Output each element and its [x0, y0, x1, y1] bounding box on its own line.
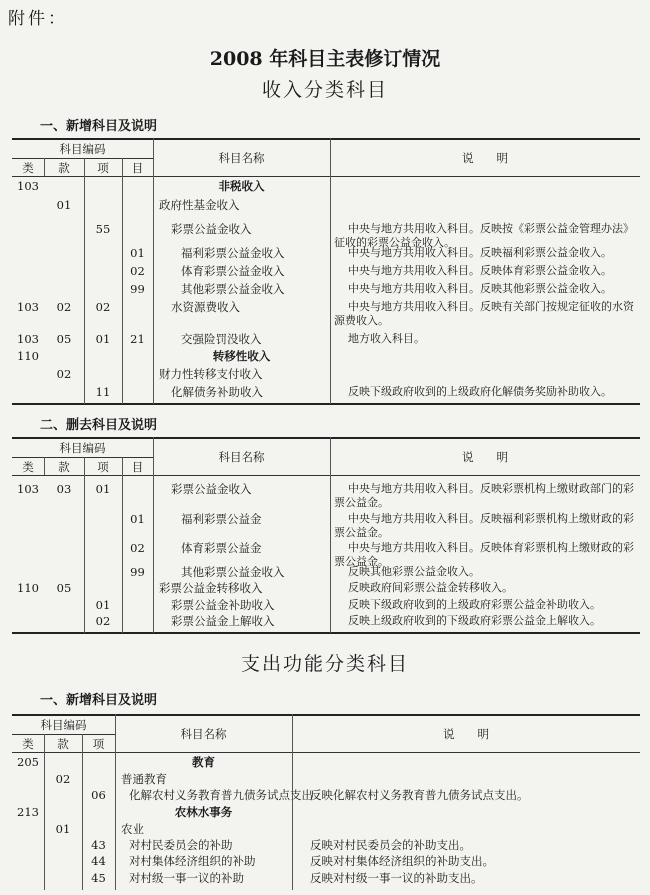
- subject-description: 反映对村民委员会的补助支出。: [310, 838, 471, 852]
- subject-name: 对村集体经济组织的补助: [129, 854, 256, 868]
- subject-name: 体育彩票公益金: [181, 541, 262, 555]
- subject-name: 水资源费收入: [171, 300, 240, 314]
- subject-name: 彩票公益金收入: [171, 222, 252, 236]
- cell-xiang: 55: [95, 222, 111, 236]
- income-classification-title: 收入分类科目: [261, 79, 388, 101]
- cell-xiang: 06: [91, 788, 106, 802]
- header-name: 科目名称: [218, 151, 265, 165]
- header-xiang: 项: [92, 737, 105, 751]
- expense-classification-title: 支出功能分类科目: [240, 653, 409, 675]
- header-desc: 说 明: [443, 727, 489, 741]
- cell-lei: 110: [17, 349, 39, 363]
- header-name: 科目名称: [180, 727, 227, 741]
- cell-kuan: 05: [56, 581, 72, 595]
- subject-name: 农林水事务: [174, 805, 233, 819]
- subject-description: 中央与地方共用收入科目。反映彩票机构上缴财政部门的彩票公益金。: [334, 482, 634, 509]
- cell-kuan: 02: [56, 367, 72, 381]
- deleted-income-table: [12, 437, 640, 633]
- header-lei: 类: [22, 161, 34, 175]
- cell-kuan: 03: [56, 482, 72, 496]
- subject-description: 地方收入科目。: [348, 332, 425, 345]
- header-desc: 说 明: [462, 450, 508, 464]
- cell-lei: 103: [17, 332, 39, 346]
- subject-description: 中央与地方共用收入科目。反映体育彩票公益金收入。: [348, 264, 612, 277]
- section-deleted-income-heading: 二、删去科目及说明: [40, 418, 158, 433]
- cell-mu: 99: [130, 565, 145, 579]
- cell-lei: 103: [17, 482, 39, 496]
- subject-name: 福利彩票公益金收入: [181, 246, 285, 260]
- subject-name: 非税收入: [218, 179, 265, 193]
- subject-name: 彩票公益金补助收入: [171, 598, 275, 612]
- attachment-label: 附件：: [8, 9, 68, 29]
- header-mu: 目: [131, 161, 144, 175]
- document-title: 2008 年科目主表修订情况: [209, 48, 441, 70]
- subject-description: 反映下级政府收到的上级政府化解债务奖励补助收入。: [348, 385, 612, 398]
- subject-description: 中央与地方共用收入科目。反映其他彩票公益金收入。: [348, 282, 612, 295]
- cell-mu: 02: [130, 264, 145, 278]
- subject-description: 中央与地方共用收入科目。反映有关部门按规定征收的水资源费收入。: [334, 300, 634, 327]
- header-kuan: 款: [57, 737, 69, 751]
- subject-description: 反映上级政府收到的下级政府彩票公益金上解收入。: [348, 614, 601, 627]
- cell-xiang: 01: [95, 332, 111, 346]
- subject-name: 转移性收入: [212, 349, 271, 363]
- subject-name: 对村民委员会的补助: [129, 838, 233, 852]
- cell-xiang: 01: [95, 598, 111, 612]
- cell-xiang: 44: [91, 854, 106, 868]
- subject-description: 反映化解农村义务教育普九债务试点支出。: [310, 788, 529, 802]
- subject-description: 反映下级政府收到的上级政府彩票公益金补助收入。: [348, 598, 601, 611]
- subject-name: 财力性转移支付收入: [159, 367, 263, 381]
- cell-kuan: 02: [55, 772, 71, 786]
- subject-description: 反映对村集体经济组织的补助支出。: [310, 854, 494, 868]
- header-xiang: 项: [97, 460, 109, 474]
- subject-name: 对村级一事一议的补助: [129, 871, 244, 885]
- subject-name: 其他彩票公益金收入: [181, 565, 285, 579]
- cell-xiang: 11: [95, 385, 111, 399]
- section-new-income-heading: 一、新增科目及说明: [40, 119, 158, 134]
- header-mu: 目: [131, 460, 144, 474]
- cell-xiang: 01: [95, 482, 111, 496]
- cell-mu: 01: [130, 512, 145, 526]
- cell-lei: 213: [17, 805, 39, 819]
- subject-description: 中央与地方共用收入科目。反映福利彩票公益金收入。: [348, 246, 612, 259]
- cell-xiang: 02: [95, 614, 111, 628]
- new-income-table: [12, 138, 640, 404]
- subject-name: 彩票公益金上解收入: [171, 614, 275, 628]
- subject-name: 彩票公益金转移收入: [159, 581, 263, 595]
- subject-name: 体育彩票公益金收入: [181, 264, 285, 278]
- cell-kuan: 01: [55, 822, 71, 836]
- cell-xiang: 02: [95, 300, 111, 314]
- cell-lei: 110: [17, 581, 39, 595]
- cell-kuan: 01: [56, 198, 72, 212]
- new-expense-table: [12, 714, 640, 890]
- header-lei: 类: [22, 737, 34, 751]
- cell-mu: 01: [130, 246, 145, 260]
- cell-xiang: 45: [91, 871, 106, 885]
- cell-xiang: 43: [91, 838, 106, 852]
- section-new-expense-heading: 一、新增科目及说明: [40, 693, 158, 708]
- subject-name: 彩票公益金收入: [171, 482, 252, 496]
- header-xiang: 项: [97, 161, 109, 175]
- subject-description: 中央与地方共用收入科目。反映按《彩票公益金管理办法》征收的彩票公益金收入。: [334, 222, 634, 249]
- header-name: 科目名称: [218, 450, 265, 464]
- subject-description: 中央与地方共用收入科目。反映福利彩票机构上缴财政的彩票公益金。: [334, 512, 634, 539]
- cell-lei: 205: [17, 755, 39, 769]
- subject-name: 福利彩票公益金: [181, 512, 262, 526]
- header-kuan: 款: [58, 460, 70, 474]
- cell-mu: 21: [130, 332, 145, 346]
- header-lei: 类: [22, 460, 34, 474]
- subject-description: 反映对村级一事一议的补助支出。: [310, 871, 483, 885]
- header-kuan: 款: [58, 161, 70, 175]
- subject-name: 农业: [121, 822, 144, 836]
- subject-name: 化解债务补助收入: [171, 385, 263, 399]
- cell-mu: 99: [130, 282, 145, 296]
- header-code: 科目编码: [59, 142, 106, 156]
- header-code: 科目编码: [40, 718, 87, 732]
- subject-name: 化解农村义务教育普九债务试点支出: [129, 788, 313, 802]
- subject-name: 普通教育: [121, 772, 167, 786]
- subject-name: 其他彩票公益金收入: [181, 282, 285, 296]
- cell-kuan: 05: [56, 332, 72, 346]
- cell-mu: 02: [130, 541, 145, 555]
- header-desc: 说 明: [462, 151, 508, 165]
- subject-name: 教育: [192, 755, 215, 769]
- subject-name: 交强险罚没收入: [181, 332, 262, 346]
- subject-name: 政府性基金收入: [159, 198, 240, 212]
- header-code: 科目编码: [59, 441, 106, 455]
- subject-description: 反映政府间彩票公益金转移收入。: [348, 581, 513, 594]
- cell-lei: 103: [17, 179, 39, 193]
- subject-description: 中央与地方共用收入科目。反映体育彩票机构上缴财政的彩票公益金。: [334, 541, 634, 568]
- cell-kuan: 02: [56, 300, 72, 314]
- cell-lei: 103: [17, 300, 39, 314]
- subject-description: 反映其他彩票公益金收入。: [348, 565, 480, 578]
